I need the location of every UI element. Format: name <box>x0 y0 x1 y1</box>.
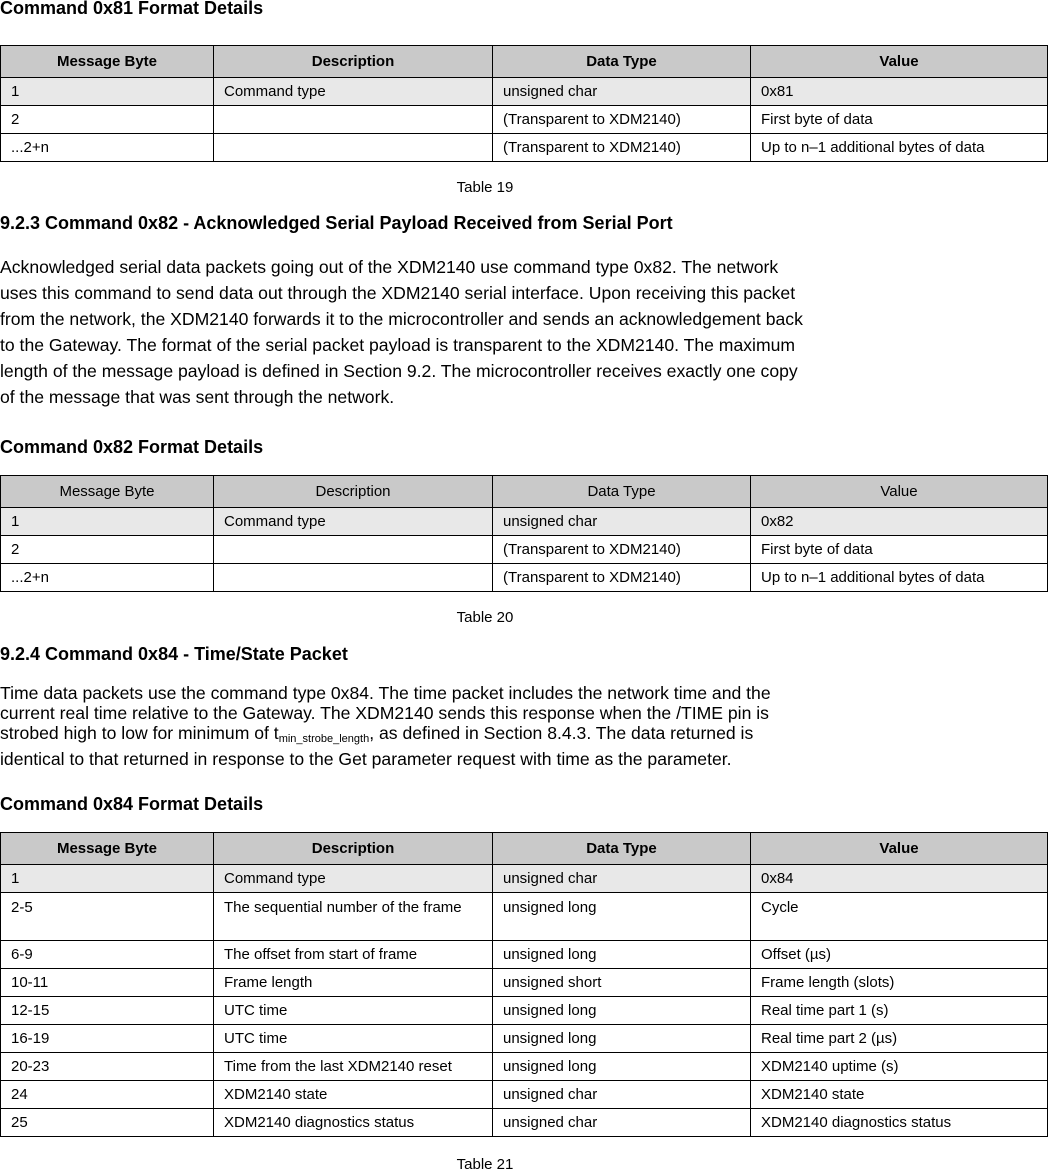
table-cell: unsigned long <box>493 1025 751 1053</box>
table-cell: First byte of data <box>751 106 1048 134</box>
paragraph-line: length of the message payload is defined in Section 9.2. The microcontroller receives exactly one copy <box>0 361 798 381</box>
table-row <box>1 78 1048 106</box>
table-cell: unsigned char <box>493 1081 751 1109</box>
section-9-2-4-body <box>0 683 960 769</box>
table-20-heading: Command 0x82 Format Details <box>0 437 264 457</box>
table-cell: Command type <box>214 78 493 106</box>
table-cell: XDM2140 diagnostics status <box>214 1109 493 1137</box>
column-header: Value <box>751 476 1048 508</box>
subscript: min_strobe_length <box>278 733 370 745</box>
table-cell: (Transparent to XDM2140) <box>493 106 751 134</box>
table-cell: 10-11 <box>1 969 214 997</box>
table-cell: unsigned long <box>493 941 751 969</box>
table-cell: XDM2140 state <box>751 1081 1048 1109</box>
table-cell: unsigned long <box>493 1053 751 1081</box>
table-row <box>1 865 1048 893</box>
table-row <box>1 1081 1048 1109</box>
section-9-2-3-body <box>0 254 960 410</box>
column-header: Description <box>214 476 493 508</box>
table-cell: Command type <box>214 508 493 536</box>
column-header: Description <box>214 833 493 865</box>
table-cell: 2 <box>1 106 214 134</box>
table-cell: 6-9 <box>1 941 214 969</box>
table-row <box>1 1025 1048 1053</box>
paragraph-line: current real time relative to the Gateway. The XDM2140 sends this response when the /TIME pin is <box>0 703 769 723</box>
paragraph-line: Time data packets use the command type 0x84. The time packet includes the network time and the <box>0 683 771 703</box>
section-9-2-3-title: 9.2.3 Command 0x82 - Acknowledged Serial Payload Received from Serial Port <box>0 213 673 233</box>
column-header: Message Byte <box>1 476 214 508</box>
table-cell: unsigned long <box>493 997 751 1025</box>
table-cell: unsigned char <box>493 78 751 106</box>
table-cell: 24 <box>1 1081 214 1109</box>
paragraph-line: from the network, the XDM2140 forwards it to the microcontroller and sends an acknowledgement back <box>0 309 803 329</box>
table-cell: 0x81 <box>751 78 1048 106</box>
table-cell: 16-19 <box>1 1025 214 1053</box>
table-cell: (Transparent to XDM2140) <box>493 134 751 162</box>
table-19-caption: Table 19 <box>456 179 514 196</box>
table-cell: Up to n–1 additional bytes of data <box>751 134 1048 162</box>
table-header-row <box>1 833 1048 865</box>
table-cell: unsigned long <box>493 893 751 941</box>
table-cell: Cycle <box>751 893 1048 941</box>
table-row <box>1 997 1048 1025</box>
table-row <box>1 106 1048 134</box>
text-fragment: , as defined in Section 8.4.3. The data returned is <box>369 723 754 743</box>
paragraph-line: of the message that was sent through the network. <box>0 387 395 407</box>
table-cell: 25 <box>1 1109 214 1137</box>
table-cell <box>214 564 493 592</box>
table-19-heading: Command 0x81 Format Details <box>0 0 264 18</box>
table-cell <box>214 536 493 564</box>
table-cell: Frame length <box>214 969 493 997</box>
table-cell: The sequential number of the frame <box>214 893 493 941</box>
table-row <box>1 969 1048 997</box>
table-cell: ...2+n <box>1 134 214 162</box>
table-cell: unsigned char <box>493 1109 751 1137</box>
table-cell: XDM2140 diagnostics status <box>751 1109 1048 1137</box>
text-fragment: strobed high to low for minimum of t <box>0 723 279 743</box>
table-20 <box>0 475 1048 592</box>
table-20-caption: Table 20 <box>456 609 514 626</box>
table-19 <box>0 45 1048 162</box>
column-header: Message Byte <box>1 833 214 865</box>
table-cell <box>214 106 493 134</box>
table-cell: XDM2140 state <box>214 1081 493 1109</box>
table-cell <box>214 134 493 162</box>
table-row <box>1 1109 1048 1137</box>
table-row <box>1 1053 1048 1081</box>
paragraph-line: uses this command to send data out through the XDM2140 serial interface. Upon receiving this packet <box>0 283 796 303</box>
table-cell: 1 <box>1 78 214 106</box>
table-cell: ...2+n <box>1 564 214 592</box>
table-cell: UTC time <box>214 1025 493 1053</box>
table-cell: Real time part 2 (µs) <box>751 1025 1048 1053</box>
column-header: Data Type <box>493 46 751 78</box>
column-header: Value <box>751 46 1048 78</box>
table-cell: 20-23 <box>1 1053 214 1081</box>
table-cell: 1 <box>1 865 214 893</box>
table-row <box>1 508 1048 536</box>
column-header: Data Type <box>493 476 751 508</box>
table-row <box>1 536 1048 564</box>
table-cell: (Transparent to XDM2140) <box>493 564 751 592</box>
table-cell: XDM2140 uptime (s) <box>751 1053 1048 1081</box>
table-cell: Command type <box>214 865 493 893</box>
table-row <box>1 134 1048 162</box>
column-header: Message Byte <box>1 46 214 78</box>
column-header: Data Type <box>493 833 751 865</box>
table-cell: UTC time <box>214 997 493 1025</box>
table-cell: First byte of data <box>751 536 1048 564</box>
table-cell: 12-15 <box>1 997 214 1025</box>
table-cell: unsigned char <box>493 508 751 536</box>
table-21-caption: Table 21 <box>456 1156 514 1173</box>
table-cell: Frame length (slots) <box>751 969 1048 997</box>
column-header: Value <box>751 833 1048 865</box>
table-row <box>1 893 1048 941</box>
paragraph-line <box>0 723 960 749</box>
table-header-row <box>1 46 1048 78</box>
table-cell: (Transparent to XDM2140) <box>493 536 751 564</box>
table-cell: 0x84 <box>751 865 1048 893</box>
table-cell: 2-5 <box>1 893 214 941</box>
column-header: Description <box>214 46 493 78</box>
table-21-heading: Command 0x84 Format Details <box>0 794 264 814</box>
paragraph-line: to the Gateway. The format of the serial packet payload is transparent to the XDM2140. The maximum <box>0 335 796 355</box>
table-cell: The offset from start of frame <box>214 941 493 969</box>
table-21 <box>0 832 1048 1137</box>
paragraph-line: Acknowledged serial data packets going out of the XDM2140 use command type 0x82. The network <box>0 257 779 277</box>
table-cell: Real time part 1 (s) <box>751 997 1048 1025</box>
table-cell: Time from the last XDM2140 reset <box>214 1053 493 1081</box>
table-cell: 1 <box>1 508 214 536</box>
table-header-row <box>1 476 1048 508</box>
table-cell: 2 <box>1 536 214 564</box>
table-cell: unsigned short <box>493 969 751 997</box>
table-cell: Offset (µs) <box>751 941 1048 969</box>
section-9-2-4-title: 9.2.4 Command 0x84 - Time/State Packet <box>0 644 348 664</box>
paragraph-line: identical to that returned in response to the Get parameter request with time as the parameter. <box>0 749 732 769</box>
table-cell: Up to n–1 additional bytes of data <box>751 564 1048 592</box>
table-cell: 0x82 <box>751 508 1048 536</box>
table-row <box>1 564 1048 592</box>
table-row <box>1 941 1048 969</box>
table-cell: unsigned char <box>493 865 751 893</box>
